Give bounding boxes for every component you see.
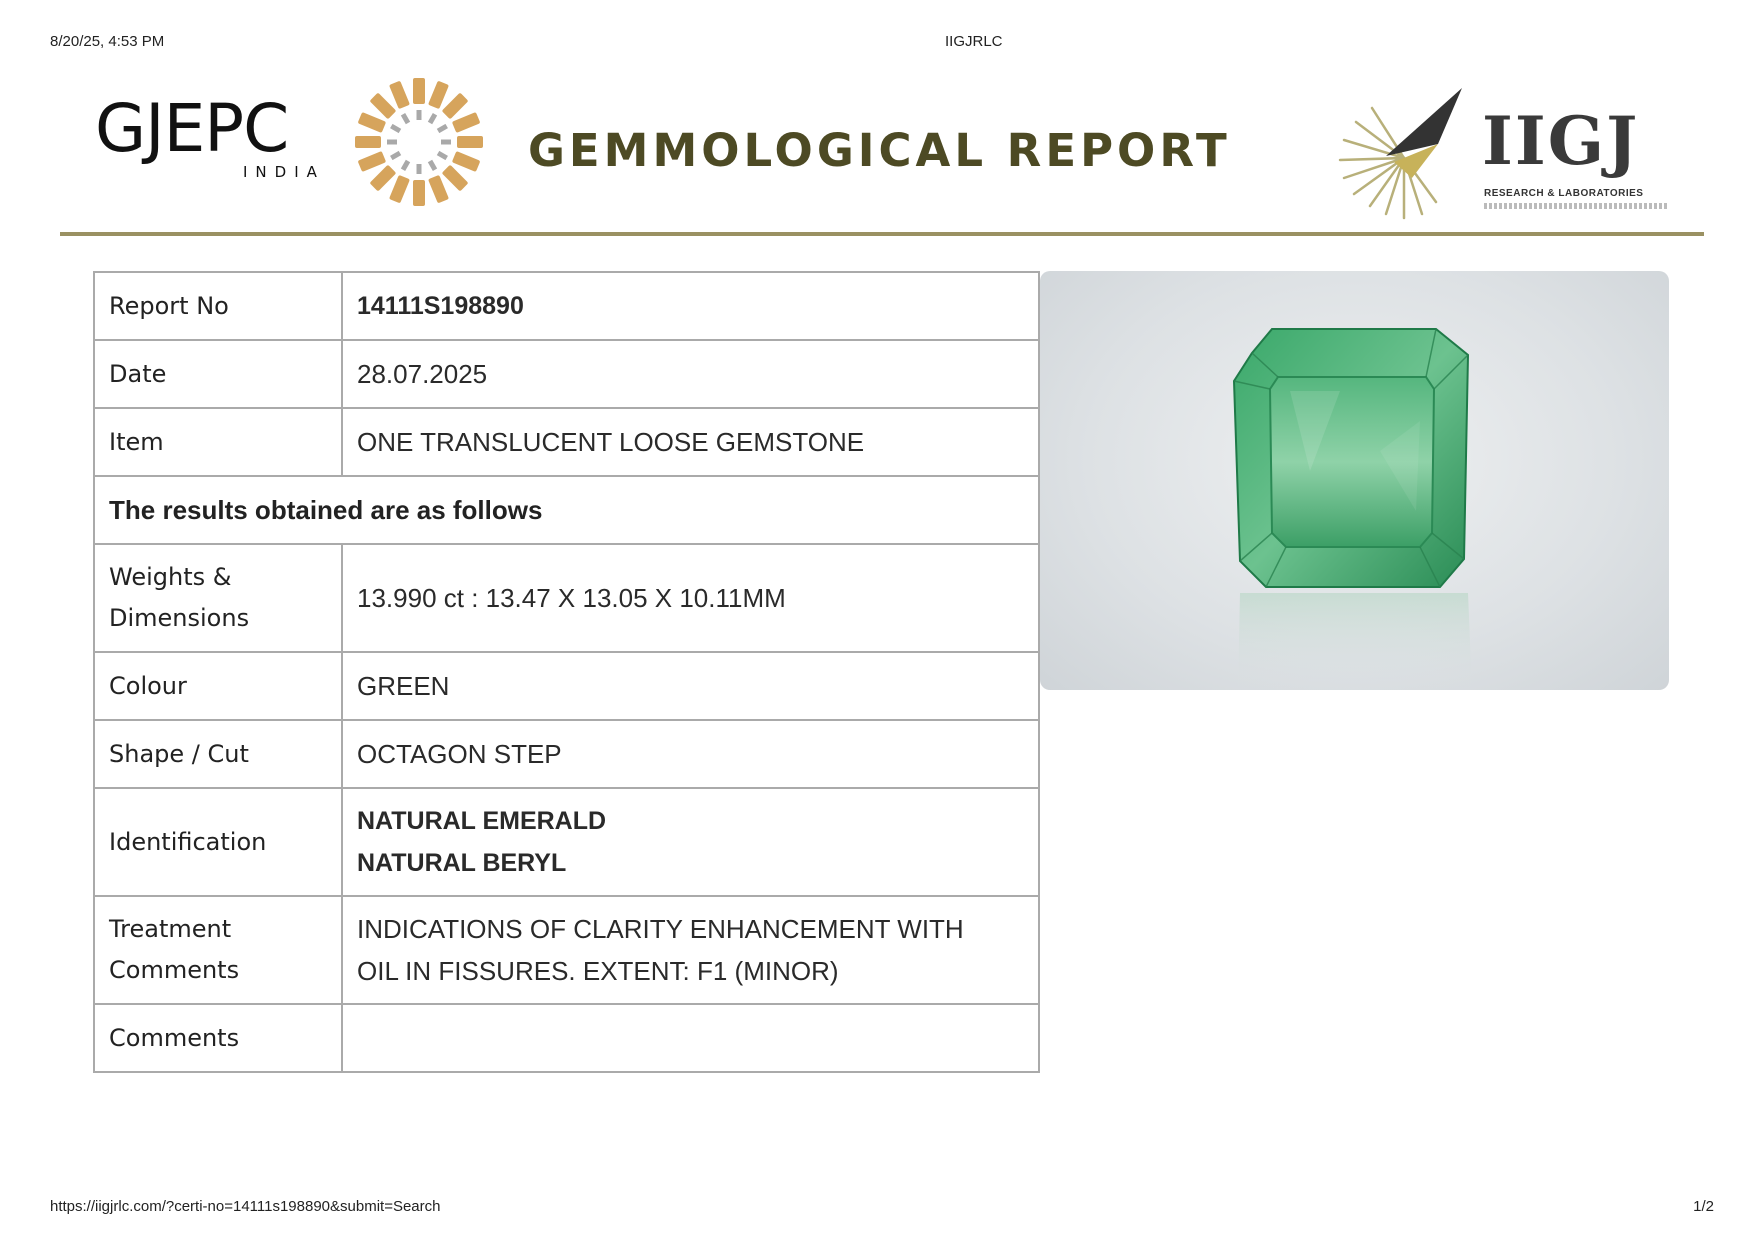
weights-label-line2: Dimensions [109,604,250,632]
treatment-label-line1: Treatment [109,915,232,943]
iigj-logo-text: IIGJ [1482,102,1640,180]
report-table [93,271,1040,1073]
treatment-value-line1: INDICATIONS OF CLARITY ENHANCEMENT WITH [357,914,964,944]
table-row-date [94,340,1039,408]
header-divider [60,232,1704,236]
identification-value [342,788,1039,896]
print-url: https://iigjrlc.com/?certi-no=14111s198890&submit=Search [50,1198,441,1215]
table-row-weights [94,544,1039,652]
date-value: 28.07.2025 [342,340,1039,408]
report-no-value: 14111S198890 [342,272,1039,340]
comments-value [342,1004,1039,1072]
table-row-comments [94,1004,1039,1072]
identification-value-line2: NATURAL BERYL [357,849,567,877]
colour-label: Colour [94,652,342,720]
table-row-shape [94,720,1039,788]
gjepc-logo-text: GJEPC [95,90,289,167]
table-row-identification [94,788,1039,896]
table-row-report-no [94,272,1039,340]
table-row-colour [94,652,1039,720]
gjepc-logo-subtext: INDIA [243,163,325,181]
identification-label: Identification [94,788,342,896]
item-value: ONE TRANSLUCENT LOOSE GEMSTONE [342,408,1039,476]
colour-value: GREEN [342,652,1039,720]
table-row-treatment [94,896,1039,1004]
results-heading: The results obtained are as follows [94,476,1039,544]
table-row-item [94,408,1039,476]
iigj-logo-subtext: RESEARCH & LABORATORIES [1484,188,1644,199]
item-label: Item [94,408,342,476]
treatment-label-line2: Comments [109,956,240,984]
iigj-starburst-icon [1334,78,1474,223]
comments-label: Comments [94,1004,342,1072]
treatment-value [342,896,1039,1004]
print-page-number: 1/2 [1693,1198,1714,1215]
weights-label [94,544,342,652]
treatment-label [94,896,342,1004]
gjepc-logo [95,76,495,208]
shape-value: OCTAGON STEP [342,720,1039,788]
weights-label-line1: Weights & [109,563,232,591]
identification-value-line1: NATURAL EMERALD [357,807,607,835]
print-datetime: 8/20/25, 4:53 PM [50,33,165,50]
gemstone-photo [1040,271,1669,690]
treatment-value-line2: OIL IN FISSURES. EXTENT: F1 (MINOR) [357,956,839,986]
report-no-label: Report No [94,272,342,340]
iigj-logo [1334,78,1674,223]
iigj-logo-fineprint [1484,203,1669,209]
print-site-title: IIGJRLC [945,33,1003,50]
weights-value: 13.990 ct : 13.47 X 13.05 X 10.11MM [342,544,1039,652]
emerald-gem-image [1040,271,1669,690]
date-label: Date [94,340,342,408]
gjepc-emblem-icon [353,76,485,208]
table-row-results-heading [94,476,1039,544]
shape-label: Shape / Cut [94,720,342,788]
report-title: GEMMOLOGICAL REPORT [528,124,1231,177]
